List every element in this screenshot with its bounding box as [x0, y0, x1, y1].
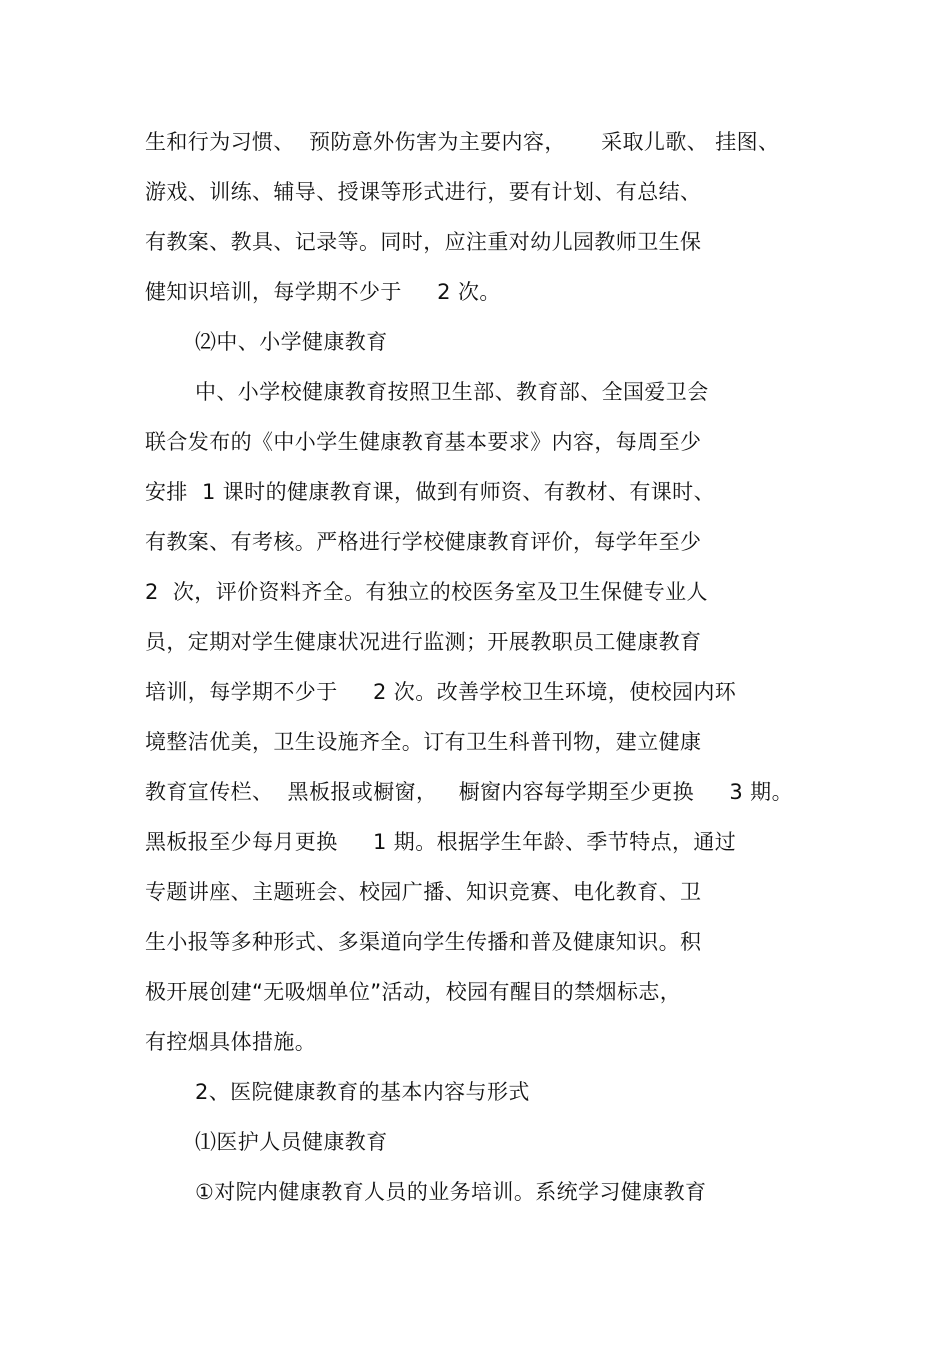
text-line: 游戏、训练、辅导、授课等形式进行，要有计划、有总结、: [145, 180, 702, 204]
text-line: 教育宣传栏、 黑板报或橱窗， 橱窗内容每学期至少更换 3 期。: [145, 780, 793, 804]
text-line: 境整洁优美，卫生设施齐全。订有卫生科普刊物，建立健康: [145, 730, 702, 754]
text-line: 员，定期对学生健康状况进行监测；开展教职员工健康教育: [145, 630, 702, 654]
text-line: 黑板报至少每月更换 1 期。根据学生年龄、季节特点，通过: [145, 830, 737, 854]
text-line: 生和行为习惯、 预防意外伤害为主要内容， 采取儿歌、 挂图、: [145, 130, 780, 154]
subsection-heading: ⑴医护人员健康教育: [195, 1130, 388, 1154]
text-line: 联合发布的《中小学生健康教育基本要求》内容，每周至少: [145, 430, 702, 454]
text-line: 培训，每学期不少于 2 次。改善学校卫生环境，使校园内环: [145, 680, 737, 704]
paragraph-start: ①对院内健康教育人员的业务培训。系统学习健康教育: [195, 1180, 707, 1204]
text-line: 生小报等多种形式、多渠道向学生传播和普及健康知识。积: [145, 930, 702, 954]
text-line: 专题讲座、主题班会、校园广播、知识竞赛、电化教育、卫: [145, 880, 702, 904]
text-line: 有教案、教具、记录等。同时，应注重对幼儿园教师卫生保: [145, 230, 702, 254]
text-line: 极开展创建“无吸烟单位”活动，校园有醒目的禁烟标志，: [145, 980, 682, 1004]
text-line: 有教案、有考核。严格进行学校健康教育评价，每学年至少: [145, 530, 702, 554]
section-heading: ⑵中、小学健康教育: [195, 330, 388, 354]
text-line: 安排 1 课时的健康教育课，做到有师资、有教材、有课时、: [145, 480, 715, 504]
text-line: 健知识培训，每学期不少于 2 次。: [145, 280, 501, 304]
paragraph-start: 中、小学校健康教育按照卫生部、教育部、全国爱卫会: [195, 380, 709, 404]
section-heading: 2、医院健康教育的基本内容与形式: [195, 1080, 530, 1104]
text-line: 有控烟具体措施。: [145, 1030, 317, 1054]
text-line: 2 次，评价资料齐全。有独立的校医务室及卫生保健专业人: [145, 580, 708, 604]
